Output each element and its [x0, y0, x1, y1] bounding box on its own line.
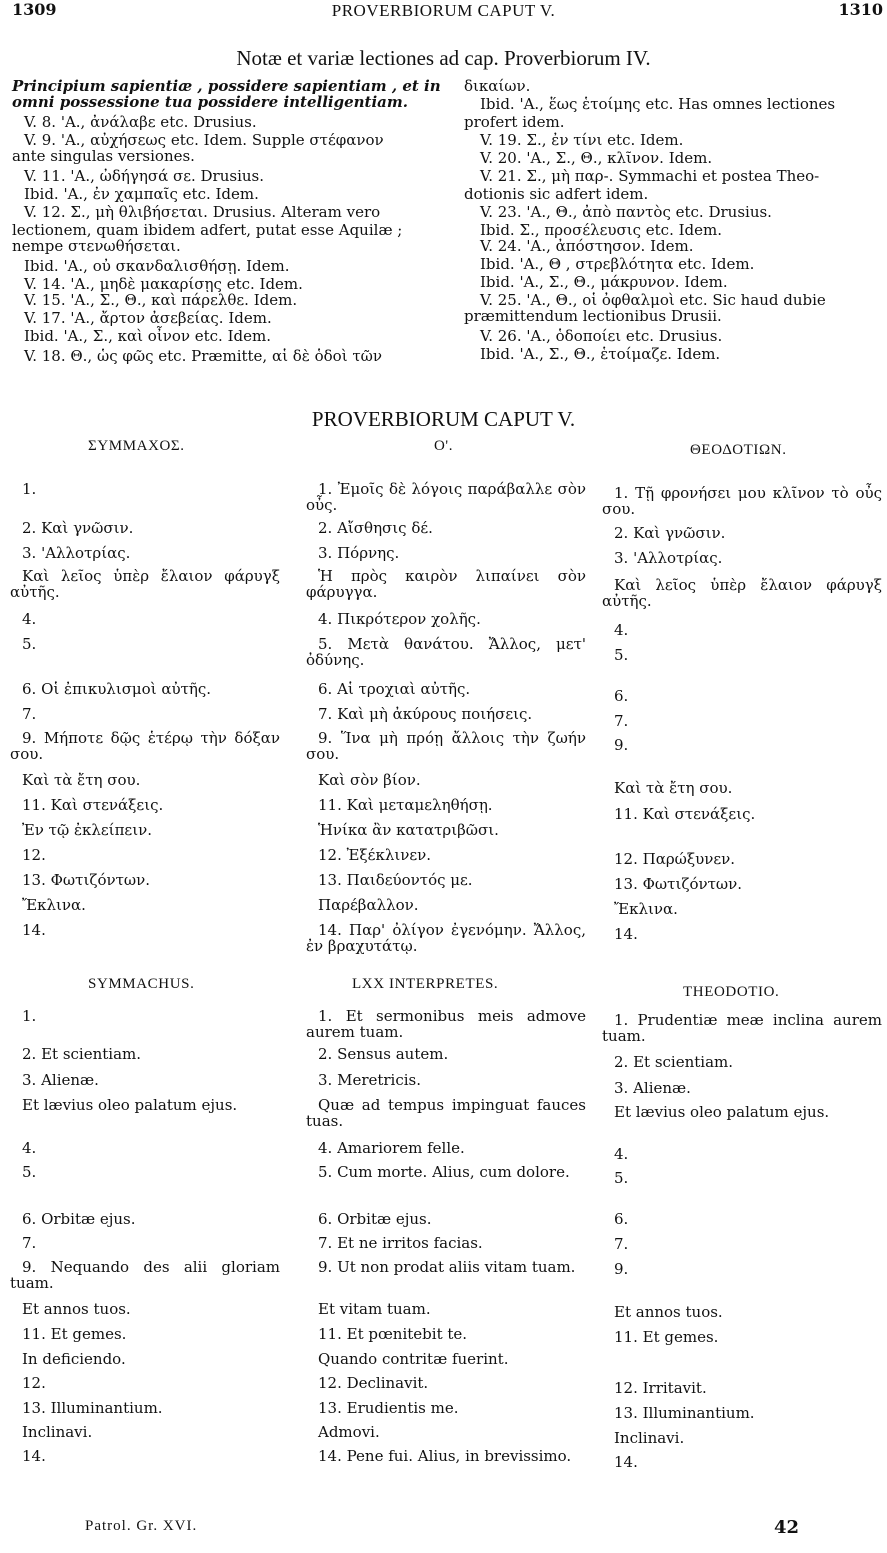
greek-symmachus-verse: Καὶ τὰ ἔτη σου. [22, 771, 141, 789]
note-line: Ibid. 'Α., Θ , στρεβλότητα etc. Idem. [480, 255, 755, 273]
latin-header-theodotion: THEODOTIO. [683, 984, 780, 1000]
latin-lxx-verse: 11. Et pœnitebit te. [318, 1325, 468, 1343]
left-page-number: 1309 [12, 0, 57, 19]
greek-theodotion-verse: 12. Παρώξυνεν. [614, 850, 736, 868]
latin-symmachus-verse: 12. [22, 1374, 46, 1392]
note-line: Ibid. 'Α., ἕως ἑτοίμης etc. Has omnes lectiones [480, 95, 836, 113]
latin-symmachus-verse: 6. Orbitæ ejus. [22, 1210, 136, 1228]
greek-lxx-verse: Ἡνίκα ἂν κατατριβῶσι. [318, 821, 499, 839]
note-line: V. 14. 'Α., μηδὲ μακαρίσῃς etc. Idem. [24, 275, 303, 293]
note-line: Ibid. 'Α., Σ., καὶ οἶνον etc. Idem. [24, 327, 271, 345]
latin-symmachus-verse: Et lævius oleo palatum ejus. [22, 1096, 238, 1114]
latin-symmachus-verse: 5. [22, 1163, 37, 1181]
latin-lxx-verse: 4. Amariorem felle. [318, 1139, 465, 1157]
greek-symmachus-verse: 5. [22, 635, 37, 653]
greek-symmachus-verse: Ἔκλινα. [22, 896, 86, 914]
latin-lxx-verse: 9. Ut non prodat aliis vitam tuam. [318, 1258, 576, 1276]
latin-theodotion-verse: 4. [614, 1145, 629, 1163]
note-line: V. 20. 'Α., Σ., Θ., κλῖνον. Idem. [480, 149, 713, 167]
greek-theodotion-verse: 1. Τῇ φρονήσει μου κλῖνον τὸ οὖς σου. [602, 484, 882, 518]
greek-symmachus-verse: 13. Φωτιζόντων. [22, 871, 151, 889]
greek-header-theodotion: ΘΕΟΔΟΤΙΩΝ. [690, 442, 787, 458]
greek-symmachus-verse: Καὶ λεῖος ὑπὲρ ἔλαιον φάρυγξ αὐτῆς. [10, 567, 280, 601]
greek-lxx-verse: 12. Ἐξέκλινεν. [318, 846, 431, 864]
latin-theodotion-verse: 9. [614, 1260, 629, 1278]
latin-theodotion-verse: 2. Et scientiam. [614, 1053, 734, 1071]
note-line: V. 15. 'Α., Σ., Θ., καὶ πάρελθε. Idem. [24, 291, 298, 309]
latin-header-lxx: LXX INTERPRETES. [352, 976, 499, 992]
note-line: δικαίων. [464, 77, 531, 95]
greek-symmachus-verse: 2. Καὶ γνῶσιν. [22, 519, 134, 537]
greek-symmachus-verse: 11. Καὶ στενάξεις. [22, 796, 164, 814]
note-line: omni possessione tua possidere intelligentiam. [12, 93, 408, 111]
latin-theodotion-verse: 3. Alienæ. [614, 1079, 691, 1097]
latin-symmachus-verse: 11. Et gemes. [22, 1325, 127, 1343]
greek-theodotion-verse: 7. [614, 712, 629, 730]
greek-header-symmachus: ΣΥΜΜΑΧΟΣ. [88, 438, 185, 454]
note-line: V. 18. Θ., ὡς φῶς etc. Præmitte, αἱ δὲ ὁδοὶ τῶν [24, 347, 382, 365]
latin-theodotion-verse: 14. [614, 1453, 638, 1471]
greek-symmachus-verse: 9. Μήποτε δῷς ἑτέρῳ τὴν δόξαν σου. [10, 729, 280, 763]
running-title: PROVERBIORUM CAPUT V. [331, 1, 556, 20]
note-line: V. 23. 'Α., Θ., ἀπὸ παντὸς etc. Drusius. [480, 203, 772, 221]
latin-lxx-verse: 2. Sensus autem. [318, 1045, 449, 1063]
greek-theodotion-verse: 11. Καὶ στενάξεις. [614, 805, 756, 823]
greek-symmachus-verse: Ἐν τῷ ἐκλείπειν. [22, 821, 152, 839]
note-line: V. 19. Σ., ἐν τίνι etc. Idem. [480, 131, 684, 149]
latin-theodotion-verse: 11. Et gemes. [614, 1328, 719, 1346]
note-line: V. 11. 'Α., ὠδήγησά σε. Drusius. [24, 167, 264, 185]
latin-lxx-verse: Quando contritæ fuerint. [318, 1350, 509, 1368]
greek-symmachus-verse: 1. [22, 480, 37, 498]
greek-lxx-verse: 11. Καὶ μεταμεληθήσῃ. [318, 796, 493, 814]
latin-header-symmachus: SYMMACHUS. [88, 976, 195, 992]
greek-lxx-verse: 5. Μετὰ θανάτου. Ἄλλος, μετ' ὀδύνης. [306, 635, 586, 669]
greek-symmachus-verse: 12. [22, 846, 46, 864]
latin-theodotion-verse: 6. [614, 1210, 629, 1228]
latin-lxx-verse: 14. Pene fui. Alius, in brevissimo. [318, 1447, 572, 1465]
latin-symmachus-verse: 1. [22, 1007, 37, 1025]
latin-symmachus-verse: 4. [22, 1139, 37, 1157]
chapter-title: PROVERBIORUM CAPUT V. [311, 407, 576, 431]
greek-lxx-verse: 14. Παρ' ὀλίγον ἐγενόμην. Ἄλλος, ἐν βραχυτάτῳ. [306, 921, 586, 955]
latin-symmachus-verse: 2. Et scientiam. [22, 1045, 142, 1063]
latin-symmachus-verse: 13. Illuminantium. [22, 1399, 163, 1417]
note-line: V. 8. 'Α., ἀνάλαβε etc. Drusius. [24, 113, 257, 131]
latin-symmachus-verse: 3. Alienæ. [22, 1071, 99, 1089]
note-line: Ibid. 'Α., Σ., Θ., μάκρυνον. Idem. [480, 273, 728, 291]
greek-theodotion-verse: Ἔκλινα. [614, 900, 678, 918]
greek-lxx-verse: 4. Πικρότερον χολῆς. [318, 610, 481, 628]
note-line: Ibid. 'Α., Σ., Θ., ἑτοίμαζε. Idem. [480, 345, 721, 363]
latin-lxx-verse: 13. Erudientis me. [318, 1399, 459, 1417]
latin-symmachus-verse: In deficiendo. [22, 1350, 126, 1368]
latin-theodotion-verse: 7. [614, 1235, 629, 1253]
latin-theodotion-verse: Et lævius oleo palatum ejus. [614, 1103, 830, 1121]
greek-theodotion-verse: 9. [614, 736, 629, 754]
latin-theodotion-verse: Inclinavi. [614, 1429, 685, 1447]
latin-theodotion-verse: 1. Prudentiæ meæ inclina aurem tuam. [602, 1011, 882, 1045]
greek-lxx-verse: Παρέβαλλον. [318, 896, 419, 914]
note-line: Ibid. 'Α., οὐ σκανδαλισθήσῃ. Idem. [24, 257, 290, 275]
greek-lxx-verse: Ἡ πρὸς καιρὸν λιπαίνει σὸν φάρυγγα. [306, 567, 586, 601]
greek-theodotion-verse: 3. 'Αλλοτρίας. [614, 549, 723, 567]
greek-theodotion-verse: Καὶ λεῖος ὑπὲρ ἔλαιον φάρυγξ αὐτῆς. [602, 576, 882, 610]
latin-theodotion-verse: Et annos tuos. [614, 1303, 723, 1321]
greek-theodotion-verse: 4. [614, 621, 629, 639]
note-line: Ibid. Σ., προσέλευσις etc. Idem. [480, 221, 723, 239]
note-line: V. 25. 'Α., Θ., οἱ ὀφθαλμοὶ etc. Sic haud dubie [480, 291, 826, 309]
footer-source: Patrol. Gr. XVI. [85, 1518, 198, 1534]
latin-symmachus-verse: 9. Nequando des alii gloriam tuam. [10, 1258, 280, 1292]
latin-lxx-verse: 7. Et ne irritos facias. [318, 1234, 483, 1252]
latin-lxx-verse: 3. Meretricis. [318, 1071, 422, 1089]
latin-lxx-verse: Et vitam tuam. [318, 1300, 431, 1318]
greek-lxx-verse: 6. Αἱ τροχιαὶ αὐτῆς. [318, 680, 471, 698]
greek-theodotion-verse: 13. Φωτιζόντων. [614, 875, 743, 893]
latin-lxx-verse: 1. Et sermonibus meis admove aurem tuam. [306, 1007, 586, 1041]
latin-symmachus-verse: 14. [22, 1447, 46, 1465]
note-line: V. 21. Σ., μὴ παρ-. Symmachi et postea Theo- [480, 167, 820, 185]
notes-title: Notæ et variæ lectiones ad cap. Proverbiorum IV. [236, 46, 651, 70]
latin-theodotion-verse: 5. [614, 1169, 629, 1187]
note-line: profert idem. [464, 113, 565, 131]
greek-lxx-verse: 3. Πόρνης. [318, 544, 400, 562]
note-line: dotionis sic adfert idem. [464, 185, 649, 203]
latin-theodotion-verse: 13. Illuminantium. [614, 1404, 755, 1422]
greek-lxx-verse: 7. Καὶ μὴ ἀκύρους ποιήσεις. [318, 705, 533, 723]
greek-lxx-verse: 2. Αἴσθησις δέ. [318, 519, 433, 537]
greek-header-lxx: Ο'. [434, 438, 454, 454]
latin-symmachus-verse: Inclinavi. [22, 1423, 93, 1441]
greek-symmachus-verse: 4. [22, 610, 37, 628]
footer-sheet-number: 42 [774, 1517, 800, 1538]
greek-theodotion-verse: 2. Καὶ γνῶσιν. [614, 524, 726, 542]
greek-lxx-verse: 1. Ἐμοῖς δὲ λόγοις παράβαλλε σὸν οὖς. [306, 480, 586, 514]
greek-symmachus-verse: 7. [22, 705, 37, 723]
note-line: lectionem, quam ibidem adfert, putat esse Aquilæ ; [12, 221, 403, 239]
latin-lxx-verse: 5. Cum morte. Alius, cum dolore. [318, 1163, 570, 1181]
latin-lxx-verse: Quæ ad tempus impinguat fauces tuas. [306, 1096, 586, 1130]
note-line: V. 12. Σ., μὴ θλιβήσεται. Drusius. Alteram vero [24, 203, 381, 221]
latin-lxx-verse: 6. Orbitæ ejus. [318, 1210, 432, 1228]
right-page-number: 1310 [838, 0, 883, 19]
note-line: nempe στενωθήσεται. [12, 237, 181, 255]
greek-theodotion-verse: 14. [614, 925, 638, 943]
latin-theodotion-verse: 12. Irritavit. [614, 1379, 707, 1397]
greek-theodotion-verse: 6. [614, 687, 629, 705]
greek-theodotion-verse: 5. [614, 646, 629, 664]
greek-lxx-verse: 13. Παιδεύοντός με. [318, 871, 473, 889]
greek-theodotion-verse: Καὶ τὰ ἔτη σου. [614, 779, 733, 797]
note-line: V. 24. 'Α., ἀπόστησον. Idem. [480, 237, 694, 255]
note-line: Principium sapientiæ , possidere sapientiam , et in [12, 77, 441, 95]
latin-lxx-verse: Admovi. [318, 1423, 380, 1441]
note-line: præmittendum lectionibus Drusii. [464, 307, 722, 325]
latin-symmachus-verse: 7. [22, 1234, 37, 1252]
greek-symmachus-verse: 14. [22, 921, 46, 939]
note-line: Ibid. 'Α., ἐν χαμπαῖς etc. Idem. [24, 185, 259, 203]
note-line: ante singulas versiones. [12, 147, 195, 165]
note-line: V. 9. 'Α., αὐχήσεως etc. Idem. Supple στέφανον [24, 131, 384, 149]
note-line: V. 17. 'Α., ἄρτον ἀσεβείας. Idem. [24, 309, 272, 327]
greek-symmachus-verse: 6. Οἱ ἐπικυλισμοὶ αὐτῆς. [22, 680, 212, 698]
note-line: V. 26. 'Α., ὁδοποίει etc. Drusius. [480, 327, 723, 345]
greek-symmachus-verse: 3. 'Αλλοτρίας. [22, 544, 131, 562]
latin-lxx-verse: 12. Declinavit. [318, 1374, 429, 1392]
greek-lxx-verse: Καὶ σὸν βίον. [318, 771, 421, 789]
latin-symmachus-verse: Et annos tuos. [22, 1300, 131, 1318]
greek-lxx-verse: 9. Ἵνα μὴ πρόῃ ἄλλοις τὴν ζωήν σου. [306, 729, 586, 763]
